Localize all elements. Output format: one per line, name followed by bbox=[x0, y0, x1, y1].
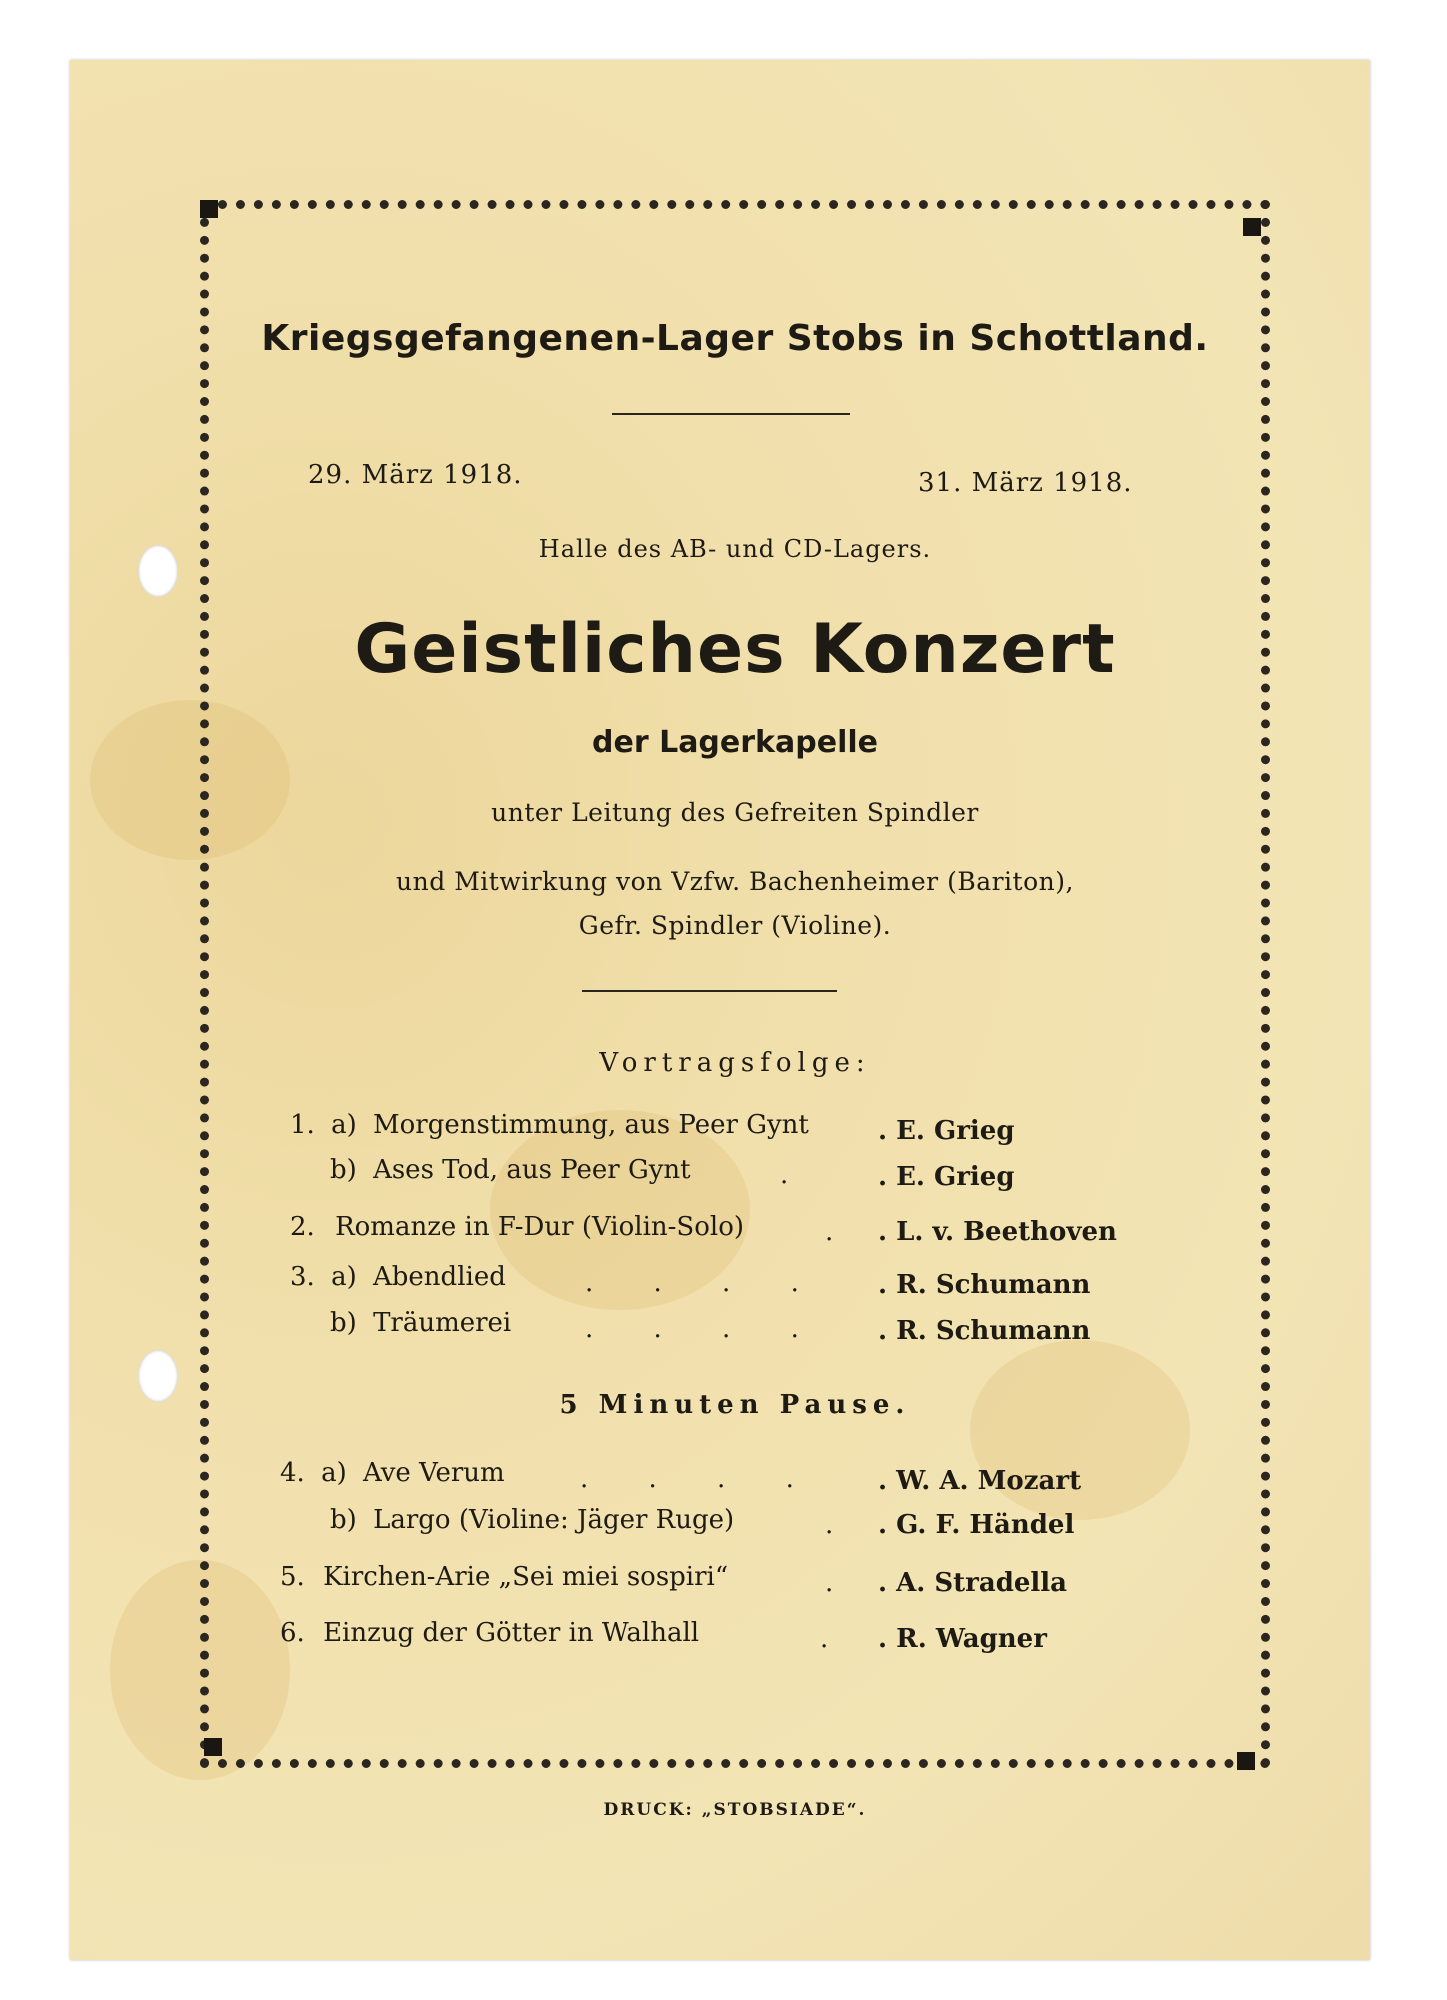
leader-dots: . bbox=[825, 1568, 860, 1598]
conductor-line: unter Leitung des Gefreiten Spindler bbox=[491, 798, 979, 827]
composer: . G. F. Händel bbox=[878, 1510, 1075, 1540]
program-item-2: 2. Romanze in F-Dur (Violin-Solo) bbox=[290, 1212, 744, 1242]
composer: . E. Grieg bbox=[878, 1162, 1015, 1192]
leader-dots: . bbox=[825, 1510, 860, 1540]
program-item-1a: 1. a) Morgenstimmung, aus Peer Gynt bbox=[290, 1110, 809, 1140]
concert-title: Geistliches Konzert bbox=[354, 610, 1116, 689]
leader-dots: . . . . bbox=[585, 1314, 825, 1344]
composer: . W. A. Mozart bbox=[878, 1466, 1082, 1496]
composer: . E. Grieg bbox=[878, 1116, 1015, 1146]
program-item-3b: b) Träumerei bbox=[330, 1308, 512, 1338]
composer: . R. Wagner bbox=[878, 1624, 1047, 1654]
border-corner bbox=[1237, 1752, 1255, 1770]
leader-dots: . . . . bbox=[585, 1268, 825, 1298]
program-item-6: 6. Einzug der Götter in Walhall bbox=[280, 1618, 700, 1648]
collaborators-line-2: Gefr. Spindler (Violine). bbox=[578, 911, 892, 940]
printer-credit: DRUCK: „STOBSIADE“. bbox=[603, 1800, 867, 1820]
punch-hole-top bbox=[138, 545, 178, 597]
concert-subtitle: der Lagerkapelle bbox=[592, 725, 878, 760]
camp-heading: Kriegsgefangenen-Lager Stobs in Schottland. bbox=[261, 318, 1209, 359]
border-corner bbox=[1243, 218, 1261, 236]
program-item-1b: b) Ases Tod, aus Peer Gynt bbox=[330, 1155, 691, 1185]
program-item-5: 5. Kirchen-Arie „Sei miei sospiri“ bbox=[280, 1562, 729, 1592]
composer: . R. Schumann bbox=[878, 1270, 1091, 1300]
venue: Halle des AB- und CD-Lagers. bbox=[538, 535, 932, 563]
divider bbox=[612, 413, 850, 415]
program-item-3a: 3. a) Abendlied bbox=[290, 1262, 506, 1292]
border-corner bbox=[204, 1738, 222, 1756]
date-right: 31. März 1918. bbox=[918, 468, 1133, 498]
intermission: 5 Minuten Pause. bbox=[559, 1390, 911, 1420]
collaborators-line-1: und Mitwirkung von Vzfw. Bachenheimer (Bariton), bbox=[396, 867, 1074, 896]
leader-dots: . bbox=[825, 1217, 860, 1247]
date-left: 29. März 1918. bbox=[308, 460, 523, 490]
leader-dots: . bbox=[780, 1160, 815, 1190]
collaborators bbox=[200, 860, 1270, 948]
composer: . L. v. Beethoven bbox=[878, 1217, 1117, 1247]
leader-dots: . bbox=[820, 1624, 855, 1654]
leader-dots: . . . . bbox=[580, 1464, 820, 1494]
divider bbox=[582, 990, 837, 992]
composer: . R. Schumann bbox=[878, 1316, 1091, 1346]
border-corner bbox=[200, 200, 218, 218]
punch-hole-bottom bbox=[138, 1350, 178, 1402]
composer: . A. Stradella bbox=[878, 1568, 1068, 1598]
program-item-4a: 4. a) Ave Verum bbox=[280, 1458, 505, 1488]
program-item-4b: b) Largo (Violine: Jäger Ruge) bbox=[330, 1505, 735, 1535]
program-heading: Vortragsfolge: bbox=[599, 1048, 871, 1078]
